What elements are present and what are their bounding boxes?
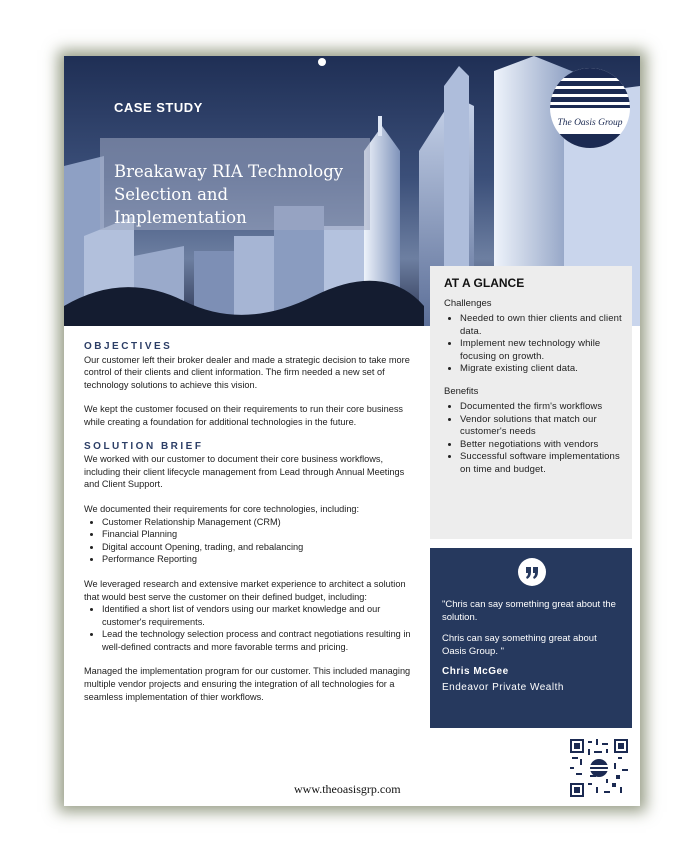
list-item: • Migrate existing client data.: [460, 363, 632, 376]
list-item: • Lead the technology selection process and contract negotiations resulting in well-defined contracts and more favorable terms and pricing.: [102, 628, 414, 653]
challenges-label: Challenges: [444, 298, 492, 309]
title-box: [100, 138, 370, 230]
quote-icon: [518, 558, 546, 586]
objectives-heading: OBJECTIVES: [84, 341, 173, 352]
quote-organization: Endeavor Private Wealth: [442, 682, 564, 693]
at-a-glance-panel: [430, 266, 632, 539]
list-item: • Better negotiations with vendors: [460, 439, 632, 452]
solution-paragraph-1: We worked with our customer to document their core business workflows, including their client lifecycle management from Lead through Annual Meetings and Client Support.: [84, 454, 405, 490]
benefits-list: [444, 401, 632, 476]
qr-code-icon: [570, 739, 628, 797]
list-item: • Vendor solutions that match our customer's needs: [460, 414, 632, 439]
title-line-1: Breakaway RIA Technology: [114, 162, 344, 181]
list-item: • Financial Planning: [102, 528, 414, 541]
testimonial-panel: [430, 548, 632, 728]
benefits-label: Benefits: [444, 386, 479, 397]
list-item: • Identified a short list of vendors using our market knowledge and our customer's requirements.: [102, 603, 414, 628]
objectives-paragraph-2: We kept the customer focused on their requirements to run their core business while creating a foundation for additional technologies in the future.: [84, 404, 404, 427]
list-item: • Needed to own thier clients and client data.: [460, 313, 632, 338]
objectives-paragraph-1: Our customer left their broker dealer and made a strategic decision to take more control of their clients and client information. The firm needed a new set of technology solutions to achieve this vision.: [84, 354, 410, 390]
solution-paragraph-4: Managed the implementation program for our customer. This included managing multiple vendor projects and ensuring the integration of all technologies for a seamless implementation of thier workflows.: [84, 666, 411, 702]
solution-brief-heading: SOLUTION BRIEF: [84, 440, 204, 452]
logo-text: The Oasis Group: [557, 118, 623, 128]
technology-list: [84, 516, 414, 566]
list-item: • Digital account Opening, trading, and rebalancing: [102, 541, 414, 554]
quote-text-1: "Chris can say something great about the solution.: [442, 599, 616, 623]
case-study-label: CASE STUDY: [114, 100, 203, 115]
quote-author: Chris McGee: [442, 666, 509, 677]
glance-heading: AT A GLANCE: [444, 276, 525, 290]
list-item: • Customer Relationship Management (CRM): [102, 516, 414, 529]
title-line-2: Selection and Implementation: [114, 185, 247, 227]
solution-paragraph-3: We leveraged research and extensive market experience to architect a solution that would best serve the customer on their defined budget, including:: [84, 578, 406, 602]
approach-list: [84, 603, 414, 653]
solution-paragraph-2: We documented their requirements for core technologies, including:: [84, 503, 360, 514]
oasis-group-logo: [550, 68, 630, 148]
list-item: • Successful software implementations on time and budget.: [460, 451, 632, 476]
quote-text-2: Chris can say something great about Oasis Group. ": [442, 633, 597, 657]
page-title: [114, 160, 364, 229]
list-item: • Implement new technology while focusing on growth.: [460, 338, 632, 363]
challenges-list: [444, 313, 632, 376]
list-item: • Documented the firm's workflows: [460, 401, 632, 414]
list-item: • Performance Reporting: [102, 553, 414, 566]
main-content: [84, 341, 414, 715]
website-url: www.theoasisgrp.com: [294, 782, 401, 796]
case-study-page: [64, 56, 640, 806]
